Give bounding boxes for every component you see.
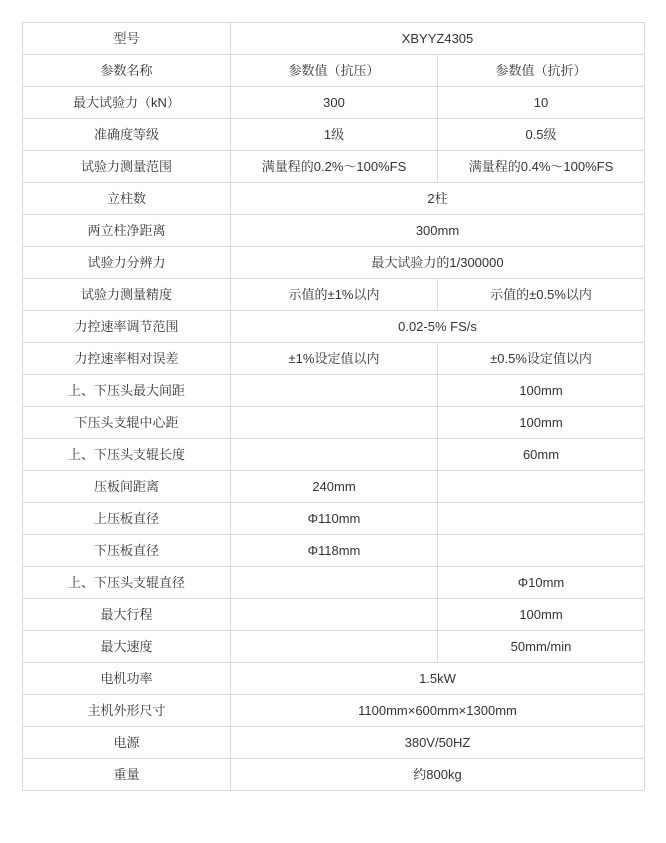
row-value [231,375,438,407]
row-label: 试验力分辨力 [23,247,231,279]
row-label: 试验力测量范围 [23,151,231,183]
row-value: 60mm [438,439,645,471]
table-row [23,695,645,727]
row-value: 50mm/min [438,631,645,663]
table-row [23,119,645,151]
table-row [23,375,645,407]
row-value [231,407,438,439]
row-label: 压板间距离 [23,471,231,503]
table-row [23,247,645,279]
row-value: 1.5kW [231,663,645,695]
row-value: ±1%设定值以内 [231,343,438,375]
row-value: 100mm [438,375,645,407]
row-value: 参数值（抗压） [231,55,438,87]
row-value: 10 [438,87,645,119]
table-row [23,407,645,439]
row-value: 100mm [438,599,645,631]
row-label: 立柱数 [23,183,231,215]
row-value [231,599,438,631]
table-row [23,535,645,567]
row-label: 重量 [23,759,231,791]
table-row [23,183,645,215]
row-value [231,567,438,599]
row-value [438,471,645,503]
row-label: 力控速率相对误差 [23,343,231,375]
table-row [23,599,645,631]
row-value: 1100mm×600mm×1300mm [231,695,645,727]
row-value [231,631,438,663]
row-value: Φ118mm [231,535,438,567]
row-label: 准确度等级 [23,119,231,151]
row-value: 2柱 [231,183,645,215]
row-label: 两立柱净距离 [23,215,231,247]
table-row [23,439,645,471]
row-value: ±0.5%设定值以内 [438,343,645,375]
row-value: 最大试验力的1/300000 [231,247,645,279]
row-value: Φ10mm [438,567,645,599]
table-row [23,503,645,535]
table-row [23,759,645,791]
row-value: 240mm [231,471,438,503]
row-label: 下压头支辊中心距 [23,407,231,439]
row-label: 电源 [23,727,231,759]
row-label: 最大速度 [23,631,231,663]
row-value: 满量程的0.4%～100%FS [438,151,645,183]
table-row [23,87,645,119]
row-label: 型号 [23,23,231,55]
table-row [23,663,645,695]
row-value [438,535,645,567]
row-value [438,503,645,535]
row-value: 满量程的0.2%～100%FS [231,151,438,183]
table-row [23,279,645,311]
row-label: 最大行程 [23,599,231,631]
row-value: 示值的±1%以内 [231,279,438,311]
table-row [23,311,645,343]
row-value: 1级 [231,119,438,151]
row-value: 300 [231,87,438,119]
row-value: 0.5级 [438,119,645,151]
row-label: 上压板直径 [23,503,231,535]
row-label: 下压板直径 [23,535,231,567]
row-label: 试验力测量精度 [23,279,231,311]
row-value: 0.02-5% FS/s [231,311,645,343]
row-value: 参数值（抗折） [438,55,645,87]
specification-table [22,22,645,791]
row-label: 电机功率 [23,663,231,695]
row-value: 约800kg [231,759,645,791]
table-row [23,23,645,55]
row-value: 100mm [438,407,645,439]
row-value: Φ110mm [231,503,438,535]
row-value: XBYYZ4305 [231,23,645,55]
row-value: 380V/50HZ [231,727,645,759]
row-label: 力控速率调节范围 [23,311,231,343]
row-label: 上、下压头最大间距 [23,375,231,407]
row-value: 300mm [231,215,645,247]
row-label: 参数名称 [23,55,231,87]
row-label: 最大试验力（kN） [23,87,231,119]
row-value: 示值的±0.5%以内 [438,279,645,311]
table-row [23,727,645,759]
table-row [23,567,645,599]
table-row [23,343,645,375]
table-row [23,215,645,247]
table-row [23,151,645,183]
table-row [23,55,645,87]
row-label: 上、下压头支辊直径 [23,567,231,599]
specification-table-body [23,23,645,791]
table-row [23,471,645,503]
row-label: 主机外形尺寸 [23,695,231,727]
row-label: 上、下压头支辊长度 [23,439,231,471]
row-value [231,439,438,471]
table-row [23,631,645,663]
